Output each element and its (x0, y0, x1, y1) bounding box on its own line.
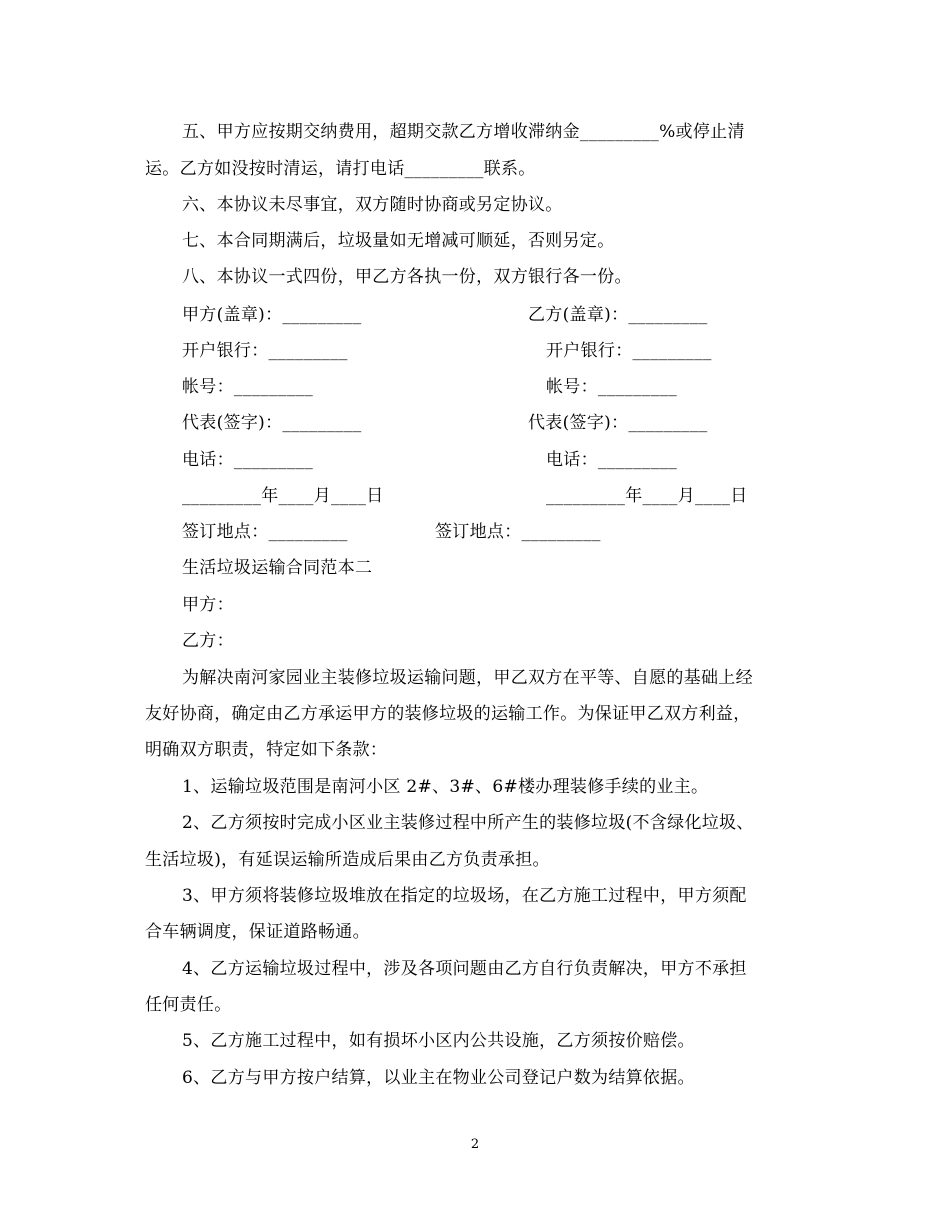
party-a-date: _________年____月____日 (182, 486, 384, 506)
term-2-line2: 生活垃圾)，有延误运输所造成后果由乙方负责承担。 (145, 850, 550, 870)
page-number: 2 (470, 1137, 480, 1152)
term-5: 5、乙方施工过程中，如有损坏小区内公共设施，乙方须按价赔偿。 (182, 1031, 695, 1051)
party-a-representative: 代表(签字)：_________ (182, 413, 362, 433)
clause-7: 七、本合同期满后，垃圾量如无增减可顺延，否则另定。 (182, 231, 615, 251)
contract2-party-a: 甲方： (182, 595, 234, 615)
party-a-account: 帐号：_________ (182, 377, 314, 397)
clause-8: 八、本协议一式四份，甲乙方各执一份，双方银行各一份。 (182, 267, 632, 287)
party-b-representative: 代表(签字)：_________ (528, 413, 708, 433)
term-4-line2: 任何责任。 (145, 995, 232, 1015)
party-a-phone: 电话：_________ (182, 450, 314, 470)
clause-5-line1: 五、甲方应按期交纳费用，超期交款乙方增收滞纳金_________%或停止清 (182, 122, 745, 142)
contract2-title: 生活垃圾运输合同范本二 (182, 558, 373, 578)
term-2-line1: 2、乙方须按时完成小区业主装修过程中所产生的装修垃圾(不含绿化垃圾、 (182, 813, 754, 833)
term-3-line2: 合车辆调度，保证道路畅通。 (145, 922, 370, 942)
signing-place-right: 签订地点：_________ (435, 522, 601, 542)
party-a-seal: 甲方(盖章)：_________ (182, 305, 362, 325)
party-a-bank: 开户银行：_________ (182, 341, 348, 361)
intro-line2: 友好协商，确定由乙方承运甲方的装修垃圾的运输工作。为保证甲乙双方利益， (145, 704, 751, 724)
party-b-account: 帐号：_________ (546, 377, 678, 397)
intro-line3: 明确双方职责，特定如下条款： (145, 740, 388, 760)
term-3-line1: 3、甲方须将装修垃圾堆放在指定的垃圾场，在乙方施工过程中，甲方须配 (182, 886, 747, 906)
party-b-phone: 电话：_________ (546, 450, 678, 470)
clause-6: 六、本协议未尽事宜，双方随时协商或另定协议。 (182, 195, 563, 215)
term-4-line1: 4、乙方运输垃圾过程中，涉及各项问题由乙方自行负责解决，甲方不承担 (182, 959, 747, 979)
party-b-seal: 乙方(盖章)：_________ (528, 305, 708, 325)
party-b-bank: 开户银行：_________ (546, 341, 712, 361)
clause-5-line2: 运。乙方如没按时清运，请打电话_________联系。 (145, 159, 536, 179)
contract2-party-b: 乙方： (182, 631, 234, 651)
intro-line1: 为解决南河家园业主装修垃圾运输问题，甲乙双方在平等、自愿的基础上经 (182, 668, 753, 688)
term-1: 1、运输垃圾范围是南河小区 2#、3#、6#楼办理装修手续的业主。 (182, 777, 709, 797)
party-b-date: _________年____月____日 (546, 486, 748, 506)
signing-place-left: 签订地点：_________ (182, 522, 348, 542)
term-6: 6、乙方与甲方按户结算，以业主在物业公司登记户数为结算依据。 (182, 1068, 695, 1088)
